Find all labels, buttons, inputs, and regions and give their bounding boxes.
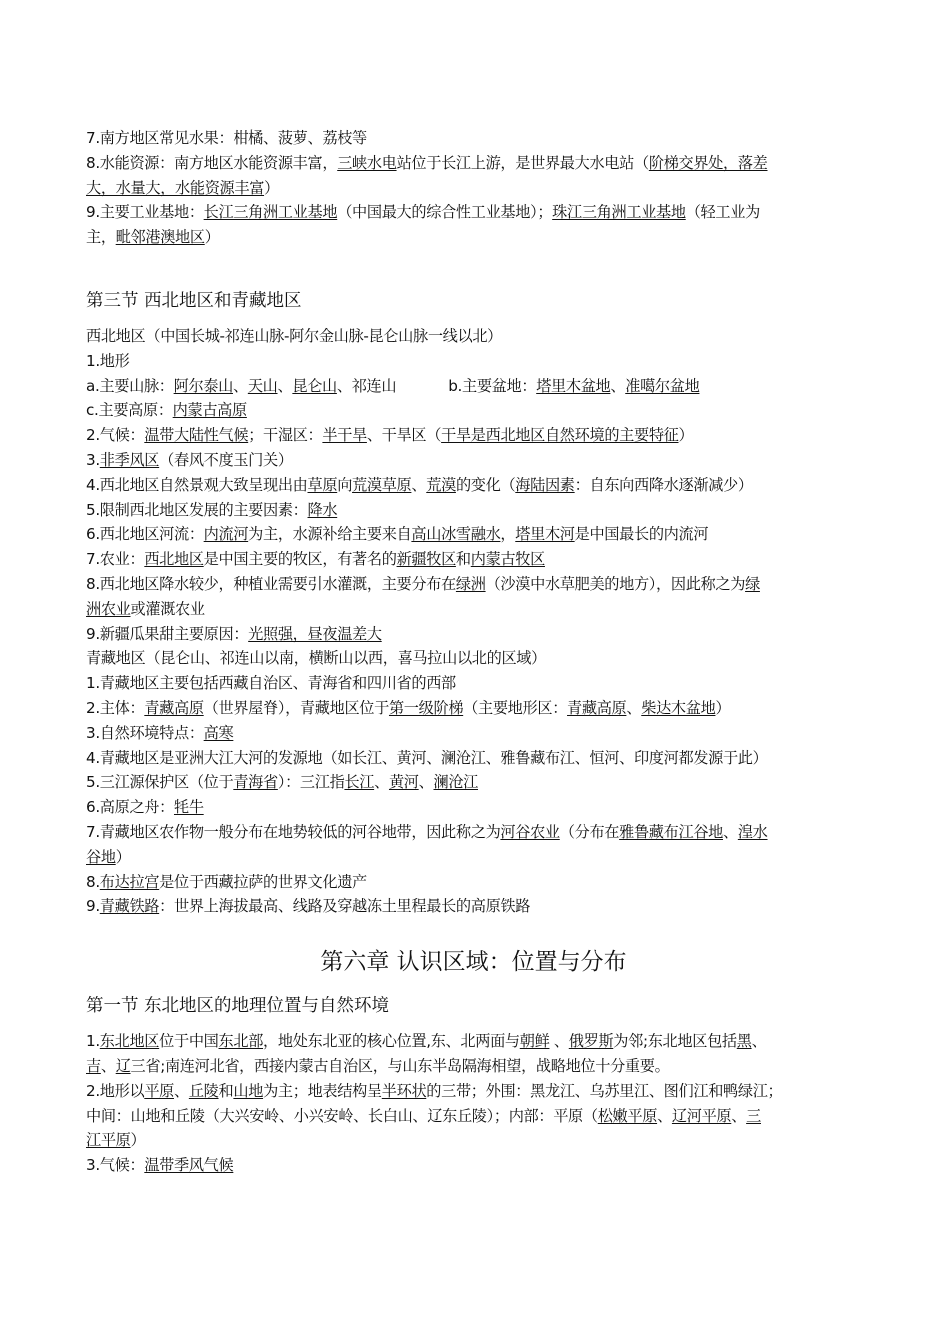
ne-item-2: 2.地形以平原、丘陵和山地为主；地表结构呈半环状的三带；外围：黑龙江、乌苏里江、图们江和鸭绿江； — [86, 1081, 783, 1100]
qingzang-definition: 青藏地区（昆仑山、祁连山以南，横断山以西，喜马拉山以北的区域） — [86, 649, 546, 668]
nw-item-1c: c.主要高原：内蒙古高原 — [86, 401, 247, 420]
industry-base-line-cont: 主，毗邻港澳地区） — [86, 228, 220, 247]
qz-item-3: 3.自然环境特点：高寒 — [86, 723, 234, 742]
nw-item-6: 6.西北地区河流：内流河为主，水源补给主要来自高山冰雪融水，塔里木河是中国最长的内流河 — [86, 525, 709, 544]
ne-item-1: 1.东北地区位于中国东北部，地处东北亚的核心位置,东、北两面与朝鲜 、俄罗斯为邻;东北地区包括黑、 — [86, 1032, 767, 1051]
nw-item-4: 4.西北地区自然景观大致呈现出由草原向荒漠草原、荒漠的变化（海陆因素：自东向西降水逐渐减少） — [86, 475, 753, 494]
qz-item-7: 7.青藏地区农作物一般分布在地势较低的河谷地带，因此称之为河谷农业（分布在雅鲁藏布江谷地、湟水 — [86, 822, 768, 841]
ne-item-2-cont2: 江平原） — [86, 1131, 146, 1150]
section-title: 第一节 东北地区的地理位置与自然环境 — [86, 996, 390, 1017]
nw-item-5: 5.限制西北地区发展的主要因素：降水 — [86, 500, 338, 519]
qz-item-1: 1.青藏地区主要包括西藏自治区、青海省和四川省的西部 — [86, 674, 456, 693]
nw-item-1: 1.地形 — [86, 351, 130, 370]
nw-item-2: 2.气候：温带大陆性气候；干湿区：半干旱、干旱区（干旱是西北地区自然环境的主要特征） — [86, 426, 694, 445]
nw-item-8-cont: 洲农业或灌溉农业 — [86, 599, 205, 618]
qz-item-4: 4.青藏地区是亚洲大江大河的发源地（如长江、黄河、澜沧江、雅鲁藏布江、恒河、印度河都发源于此） — [86, 748, 768, 767]
hydropower-line-cont: 大，水量大，水能资源丰富） — [86, 178, 279, 197]
ne-item-1-cont: 吉、辽三省;南连河北省，西接内蒙古自治区，与山东半岛隔海相望，战略地位十分重要。 — [86, 1056, 670, 1075]
document-page — [86, 126, 861, 1178]
nw-item-1a-1b: a.主要山脉：阿尔泰山、天山、昆仑山、祁连山 b.主要盆地：塔里木盆地、准噶尔盆地 — [86, 376, 700, 395]
qz-item-8: 8.布达拉宫是位于西藏拉萨的世界文化遗产 — [86, 872, 367, 891]
south-fruits-line: 7.南方地区常见水果：柑橘、菠萝、荔枝等 — [86, 129, 367, 147]
chapter-title: 第六章 认识区域：位置与分布 — [320, 949, 627, 976]
qz-item-9: 9.青藏铁路：世界上海拔最高、线路及穿越冻土里程最长的高原铁路 — [86, 897, 531, 916]
ne-item-3: 3.气候：温带季风气候 — [86, 1156, 234, 1175]
hydropower-line: 8.水能资源：南方地区水能资源丰富，三峡水电站位于长江上游，是世界最大水电站（阶梯交界处，落差 — [86, 153, 768, 172]
qz-item-2: 2.主体：青藏高原（世界屋脊），青藏地区位于第一级阶梯（主要地形区：青藏高原、柴达木盆地） — [86, 698, 731, 717]
qz-item-6: 6.高原之舟：牦牛 — [86, 798, 204, 817]
section-title: 第三节 西北地区和青藏地区 — [86, 290, 302, 311]
nw-item-8: 8.西北地区降水较少，种植业需要引水灌溉，主要分布在绿洲（沙漠中水草肥美的地方），因此称之为绿 — [86, 574, 760, 593]
qz-item-7-cont: 谷地） — [86, 847, 131, 866]
nw-item-9: 9.新疆瓜果甜主要原因：光照强，昼夜温差大 — [86, 624, 382, 643]
industry-base-line: 9.主要工业基地：长江三角洲工业基地（中国最大的综合性工业基地）；珠江三角洲工业基地（轻工业为 — [86, 203, 760, 222]
ne-item-2-cont: 中间：山地和丘陵（大兴安岭、小兴安岭、长白山、辽东丘陵）；内部：平原（松嫩平原、辽河平原、三 — [86, 1106, 761, 1125]
qz-item-5: 5.三江源保护区（位于青海省）：三江指长江、黄河、澜沧江 — [86, 773, 479, 792]
nw-item-3: 3.非季风区（春风不度玉门关） — [86, 450, 293, 469]
nw-item-7: 7.农业：西北地区是中国主要的牧区，有著名的新疆牧区和内蒙古牧区 — [86, 550, 545, 569]
northwest-definition: 西北地区（中国长城-祁连山脉-阿尔金山脉-昆仑山脉一线以北） — [86, 326, 503, 345]
